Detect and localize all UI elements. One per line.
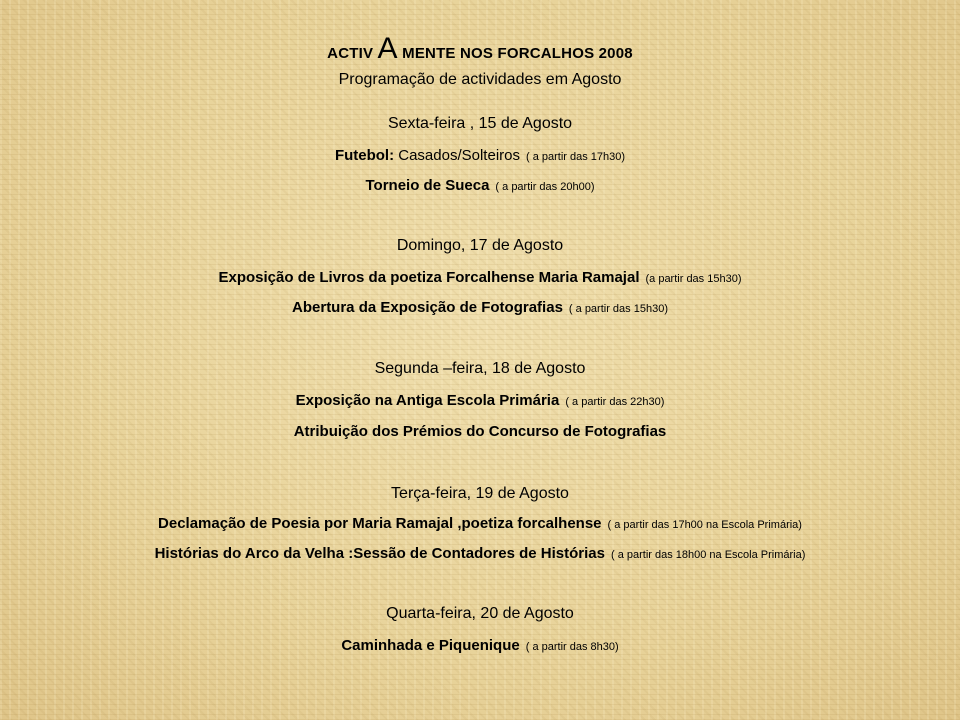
event-label: Futebol: bbox=[334, 147, 395, 164]
event-label: Abertura da Exposição de Fotografias bbox=[292, 299, 563, 316]
event-line bbox=[0, 393, 960, 408]
day-heading: Quarta-feira, 20 de Agosto bbox=[386, 605, 574, 622]
event-label: Caminhada e Piquenique bbox=[341, 637, 520, 654]
event-time: (a partir das 15h30) bbox=[645, 273, 742, 285]
event-line bbox=[0, 300, 960, 315]
day-heading: Sexta-feira , 15 de Agosto bbox=[387, 115, 573, 132]
event-line bbox=[0, 424, 960, 439]
event-line bbox=[0, 546, 960, 561]
event-label: Exposição na Antiga Escola Primária bbox=[295, 392, 560, 409]
event-time: ( a partir das 20h00) bbox=[495, 181, 595, 193]
day-heading: Terça-feira, 19 de Agosto bbox=[391, 485, 569, 502]
event-label: Histórias do Arco da Velha :Sessão de Contadores de Histórias bbox=[154, 545, 605, 562]
page-title bbox=[0, 34, 960, 64]
event-line bbox=[0, 516, 960, 531]
event-label: Declamação de Poesia por Maria Ramajal ,poetiza forcalhense bbox=[158, 515, 602, 532]
event-label: Exposição de Livros da poetiza Forcalhense Maria Ramajal bbox=[218, 269, 640, 286]
event-line bbox=[0, 270, 960, 285]
event-time: ( a partir das 18h00 na Escola Primária) bbox=[610, 549, 806, 561]
event-detail: Casados/Solteiros bbox=[394, 147, 520, 164]
event-time: ( a partir das 8h30) bbox=[525, 641, 619, 653]
title-part-2: MENTE NOS FORCALHOS 2008 bbox=[402, 45, 633, 62]
title-big-letter: A bbox=[377, 32, 398, 65]
event-line bbox=[0, 178, 960, 193]
event-time: ( a partir das 17h00 na Escola Primária) bbox=[607, 519, 802, 531]
day-heading: Domingo, 17 de Agosto bbox=[396, 237, 564, 254]
event-label: Torneio de Sueca bbox=[365, 177, 490, 194]
event-line bbox=[0, 638, 960, 653]
event-label: Atribuição dos Prémios do Concurso de Fotografias bbox=[293, 423, 667, 440]
day-heading: Segunda –feira, 18 de Agosto bbox=[374, 360, 586, 377]
title-part-1: ACTIV bbox=[327, 45, 374, 62]
event-line bbox=[0, 148, 960, 163]
event-time: ( a partir das 15h30) bbox=[568, 303, 668, 315]
event-time: ( a partir das 17h30) bbox=[526, 151, 626, 163]
event-time: ( a partir das 22h30) bbox=[565, 396, 665, 408]
page-subtitle: Programação de actividades em Agosto bbox=[338, 71, 622, 88]
